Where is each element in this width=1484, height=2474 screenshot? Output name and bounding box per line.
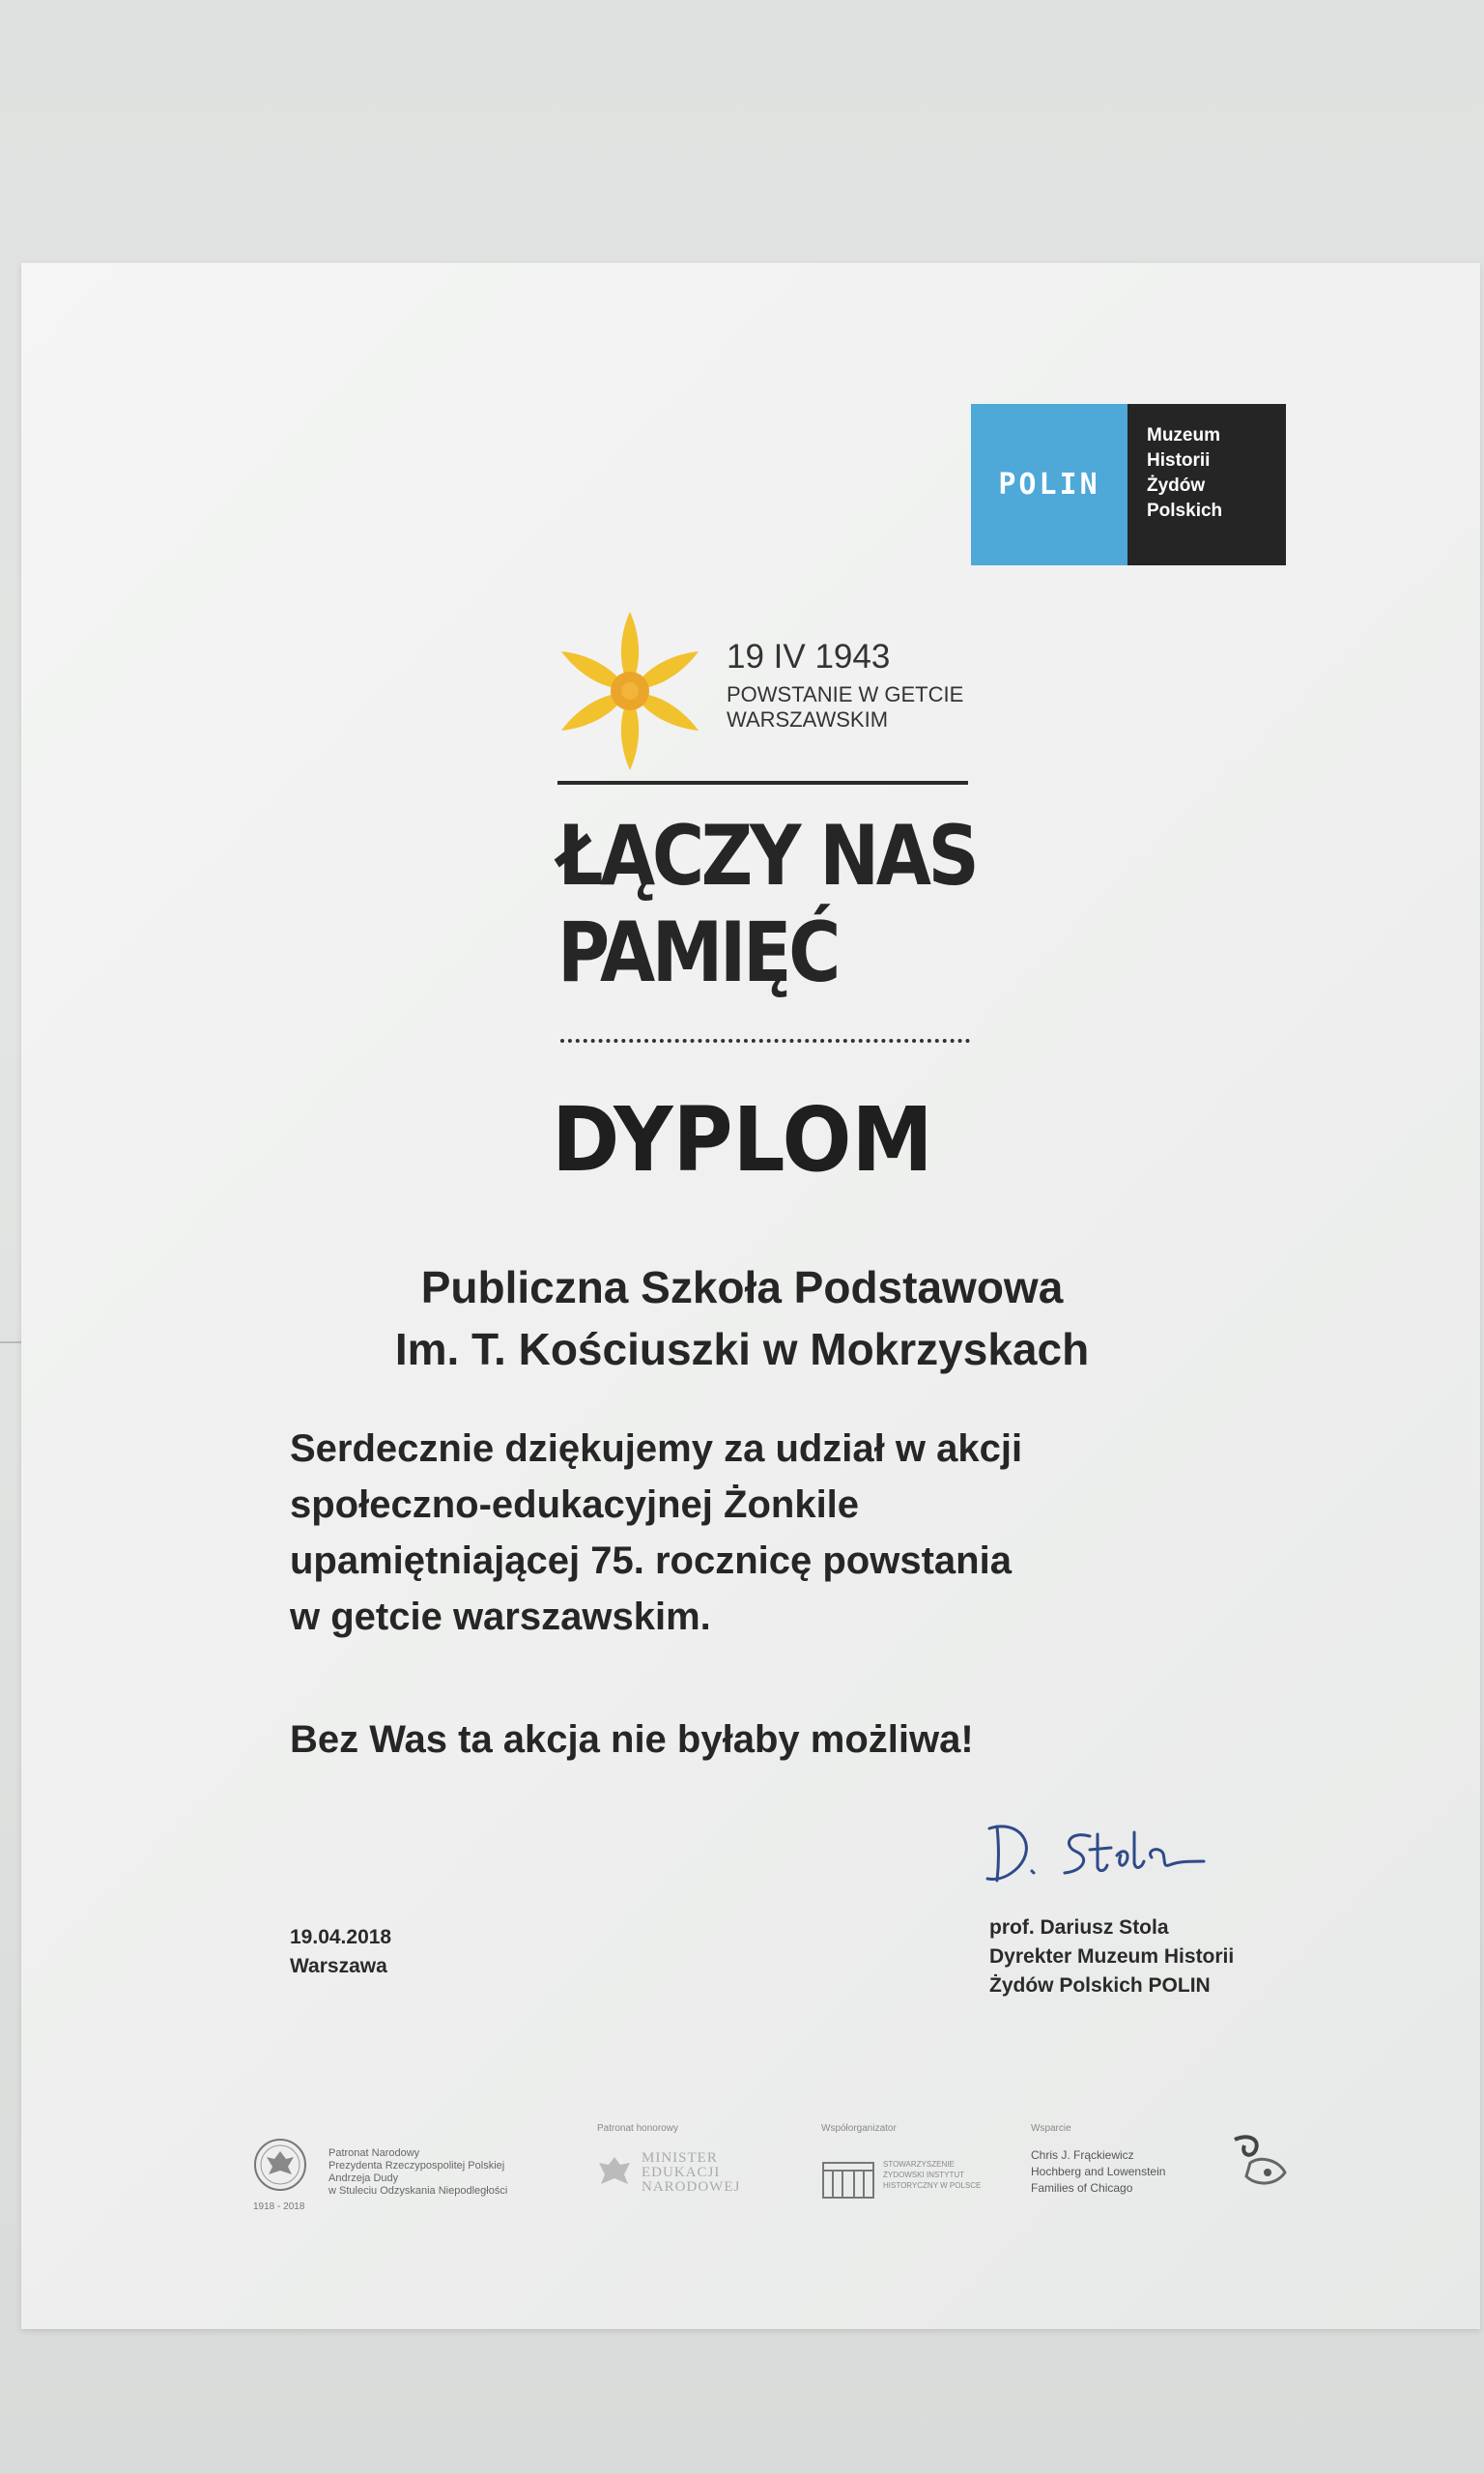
issue-date: 19.04.2018 <box>290 1926 392 1948</box>
support-line: Hochberg and Lowenstein <box>1031 2165 1166 2178</box>
patronage-years: 1918 - 2018 <box>253 2201 305 2212</box>
support-line: Chris J. Frąckiewicz <box>1031 2148 1134 2162</box>
support-label: Wsparcie <box>1031 2123 1071 2134</box>
signatory-name: prof. Dariusz Stola <box>989 1916 1169 1939</box>
polin-logo-line: Polskich <box>1147 501 1223 521</box>
daffodil-icon <box>558 609 701 773</box>
thanks-message <box>290 1421 1022 1645</box>
polin-logo-line: Muzeum <box>1147 425 1220 446</box>
polin-logo-line: Historii <box>1147 450 1211 471</box>
coorganizer-label: Współorganizator <box>821 2123 897 2134</box>
ministry-line: EDUKACJI <box>642 2165 721 2180</box>
document-title <box>0 1088 1484 1192</box>
issue-date-place <box>290 1923 391 1981</box>
coorganizer-label-wrap <box>821 2122 897 2141</box>
headline-line: ŁĄCZY NAS <box>557 808 977 905</box>
signatory-role: Dyrekter Muzeum Historii <box>989 1945 1235 1968</box>
headline-line: PAMIĘĆ <box>557 905 838 1001</box>
event-date: 19 IV 1943 <box>727 638 891 676</box>
closing-line: Bez Was ta akcja nie byłaby możliwa! <box>290 1718 974 1761</box>
honorary-patronage-label: Patronat honorowy <box>597 2123 678 2134</box>
coorganizer-line: STOWARZYSZENIE <box>883 2160 955 2169</box>
thanks-line: upamiętniającej 75. rocznicę powstania <box>290 1539 1012 1582</box>
recipient-line: Im. T. Kościuszki w Mokrzyskach <box>394 1324 1090 1374</box>
patronage-block <box>328 2147 507 2198</box>
support-label-wrap <box>1031 2122 1071 2141</box>
polin-logo-line: Żydów <box>1147 475 1206 496</box>
signatory <box>989 1913 1234 2000</box>
polin-logo-mark-panel <box>971 404 1127 565</box>
thanks-line: Serdecznie dziękujemy za udział w akcji <box>290 1427 1023 1470</box>
ministry-line: NARODOWEJ <box>642 2179 741 2195</box>
thanks-line: społeczno-edukacyjnej Żonkile <box>290 1483 860 1526</box>
recipient <box>0 1256 1484 1380</box>
ministry-logo-text <box>642 2151 740 2195</box>
event-name-line: WARSZAWSKIM <box>727 707 889 732</box>
ministry-line: MINISTER <box>642 2150 718 2166</box>
recipient-line: Publiczna Szkoła Podstawowa <box>420 1262 1064 1312</box>
support-block <box>1031 2147 1165 2197</box>
issue-place: Warszawa <box>290 1955 387 1977</box>
patronage-line: w Stuleciu Odzyskania Niepodległości <box>328 2185 508 2197</box>
partner-logo-icon <box>1227 2130 1293 2192</box>
honorary-patronage-label-wrap <box>597 2122 678 2141</box>
coorganizer-logo-text <box>883 2159 981 2191</box>
headline-rule <box>557 781 968 785</box>
headline <box>557 808 976 1001</box>
coorganizer-line: ŻYDOWSKI INSTYTUT <box>883 2171 964 2179</box>
document-title-text: DYPLOM <box>551 1088 933 1192</box>
eagle-icon <box>597 2153 632 2192</box>
patronage-label: Patronat Narodowy <box>328 2147 420 2159</box>
patronage-line: Andrzeja Dudy <box>328 2172 399 2184</box>
polin-logo-mark: POLIN <box>998 468 1100 502</box>
signature <box>976 1807 1227 1904</box>
coorganizer-line: HISTORYCZNY W POLSCE <box>883 2181 982 2190</box>
presidential-seal-icon <box>253 2138 307 2192</box>
building-icon <box>821 2157 875 2200</box>
dotted-divider <box>560 1039 970 1043</box>
event-name-line: POWSTANIE W GETCIE <box>727 682 964 706</box>
support-line: Families of Chicago <box>1031 2181 1133 2195</box>
signatory-role: Żydów Polskich POLIN <box>989 1974 1211 1997</box>
patronage-line: Prezydenta Rzeczypospolitej Polskiej <box>328 2160 505 2172</box>
event-name <box>727 682 963 733</box>
polin-logo <box>971 404 1286 565</box>
polin-logo-text-panel <box>1127 404 1286 565</box>
thanks-line: w getcie warszawskim. <box>290 1596 711 1638</box>
